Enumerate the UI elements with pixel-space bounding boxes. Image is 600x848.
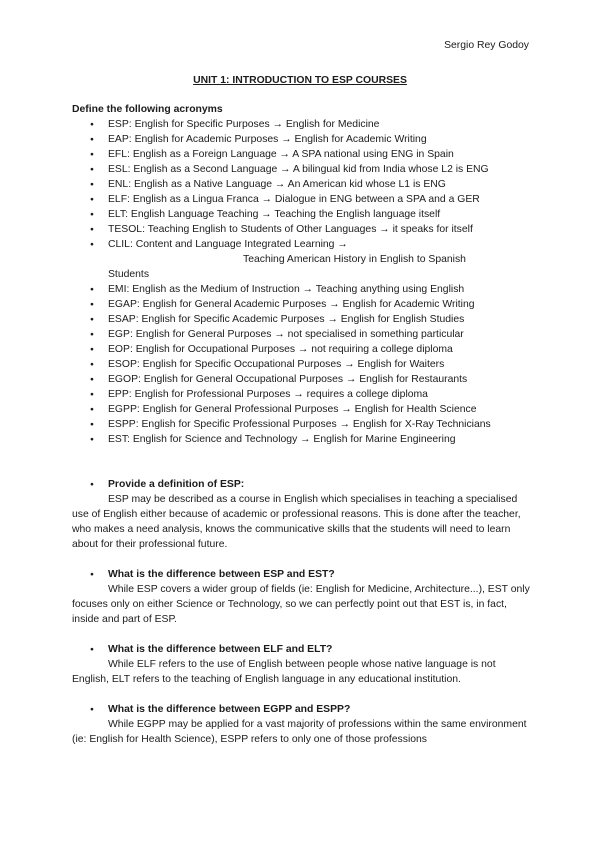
- question-section-egpp-espp: [72, 702, 532, 747]
- list-item: ● EFL: English as a Foreign Language → A SPA national using ENG in Spain: [72, 147, 532, 162]
- list-item: ● EOP: English for Occupational Purposes → not requiring a college diploma: [72, 342, 532, 357]
- list-item: ● ESPP: English for Specific Professional Purposes → English for X-Ray Technicians: [72, 417, 532, 432]
- answer-paragraph: ESP may be described as a course in English which specialises in teaching a specialised use of English either because of academic or professional reasons. This is done after the teacher, who makes a need analysis, knows the communicative skills that the students will need to learn about for their professional future.: [72, 494, 521, 550]
- list-item: ● ESOP: English for Specific Occupational Purposes → English for Waiters: [72, 357, 532, 372]
- acronyms-heading: Define the following acronyms: [72, 104, 223, 115]
- list-item: [72, 237, 532, 282]
- list-item: ● EAP: English for Academic Purposes → English for Academic Writing: [72, 132, 532, 147]
- list-item: ● EGAP: English for General Academic Purposes → English for Academic Writing: [72, 297, 532, 312]
- question-heading: ● What is the difference between ELF and ELT?: [72, 642, 532, 657]
- list-item: ● TESOL: Teaching English to Students of Other Languages → it speaks for itself: [72, 222, 532, 237]
- list-item: ● ESAP: English for Specific Academic Purposes → English for English Studies: [72, 312, 532, 327]
- clil-example-continued: Students: [108, 269, 150, 280]
- list-item: ● ESP: English for Specific Purposes → English for Medicine: [72, 117, 532, 132]
- question-section-elf-elt: [72, 642, 532, 687]
- question-heading: ● Provide a definition of ESP:: [72, 477, 532, 492]
- list-item: ● ENL: English as a Native Language → An American kid whose L1 is ENG: [72, 177, 532, 192]
- clil-definition: CLIL: Content and Language Integrated Learning →: [108, 239, 348, 250]
- question-heading: ● What is the difference between ESP and EST?: [72, 567, 532, 582]
- answer-paragraph: While ESP covers a wider group of fields (ie: English for Medicine, Architecture...), EST only focuses only on either Science or Technology, so we can perfectly point out that EST is, in fact, inside and part of ESP.: [72, 584, 530, 625]
- list-item: ● EST: English for Science and Technology → English for Marine Engineering: [72, 432, 532, 447]
- answer-paragraph: While EGPP may be applied for a vast majority of professions within the same environment (ie: English for Health Science), ESPP refers to only one of those professions: [72, 719, 527, 745]
- answer-paragraph: While ELF refers to the use of English between people whose native language is not English, ELT refers to the teaching of English language in any educational institution.: [72, 659, 496, 685]
- acronym-list: [72, 117, 532, 447]
- question-section-esp-est: [72, 567, 532, 627]
- list-item: ● EGP: English for General Purposes → not specialised in something particular: [72, 327, 532, 342]
- list-item: ● EGOP: English for General Occupational Purposes → English for Restaurants: [72, 372, 532, 387]
- list-item: ● EPP: English for Professional Purposes → requires a college diploma: [72, 387, 532, 402]
- list-item: ● ELT: English Language Teaching → Teaching the English language itself: [72, 207, 532, 222]
- question-section-esp-definition: [72, 477, 532, 552]
- page-title: UNIT 1: INTRODUCTION TO ESP COURSES: [193, 75, 407, 86]
- author-name: Sergio Rey Godoy: [444, 40, 529, 51]
- list-item: ● ELF: English as a Lingua Franca → Dialogue in ENG between a SPA and a GER: [72, 192, 532, 207]
- question-heading: ● What is the difference between EGPP and ESPP?: [72, 702, 532, 717]
- list-item: ● EMI: English as the Medium of Instruction → Teaching anything using English: [72, 282, 532, 297]
- document-body: [72, 102, 532, 747]
- list-item: ● ESL: English as a Second Language → A bilingual kid from India whose L2 is ENG: [72, 162, 532, 177]
- clil-example: Teaching American History in English to Spanish: [243, 254, 466, 265]
- list-item: ● EGPP: English for General Professional Purposes → English for Health Science: [72, 402, 532, 417]
